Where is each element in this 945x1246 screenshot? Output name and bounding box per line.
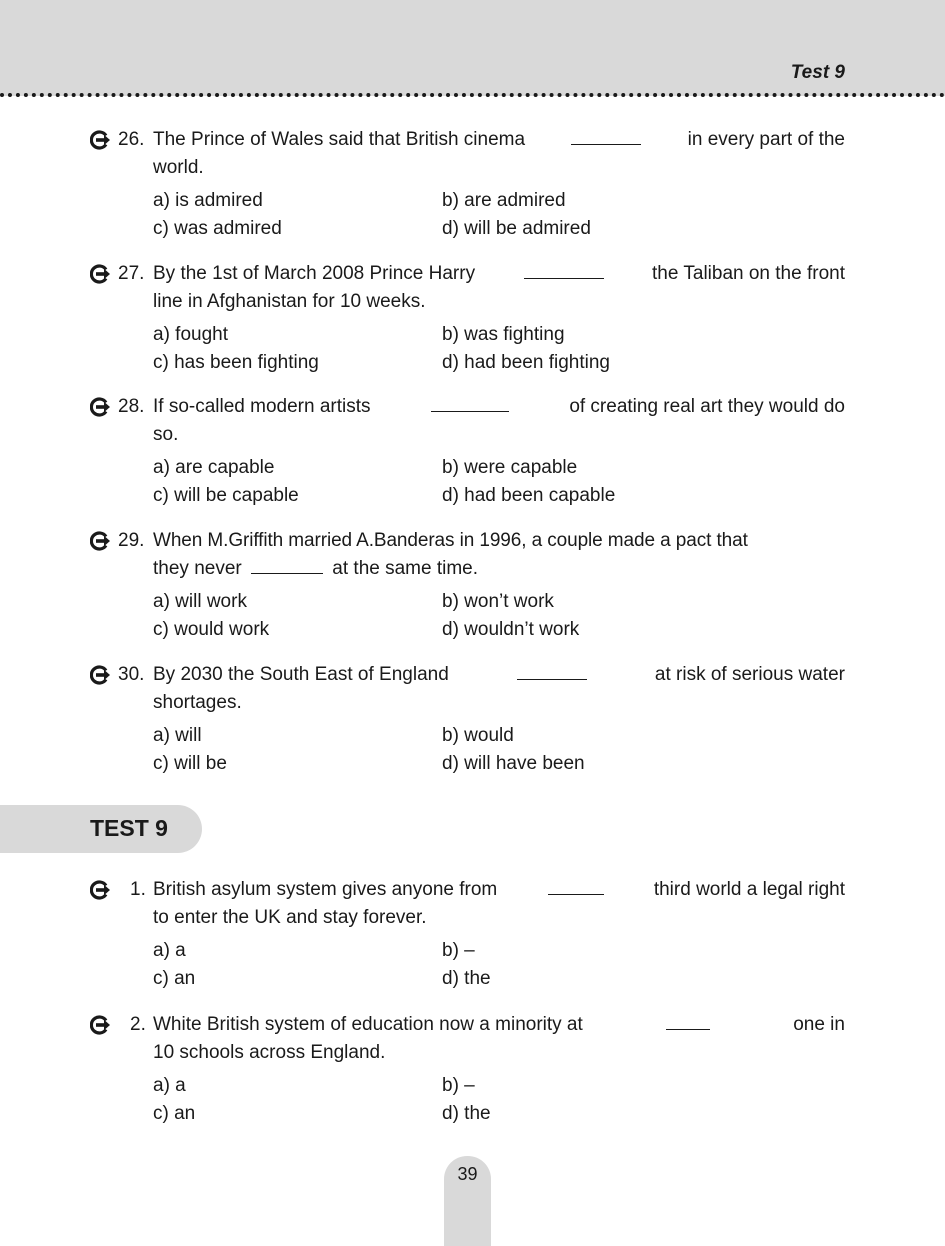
arrow-circle-icon <box>90 264 110 284</box>
option-a[interactable]: a) fought <box>153 324 228 345</box>
option-b[interactable]: b) – <box>442 1075 475 1096</box>
question-27 <box>90 260 845 373</box>
question-text: at risk of serious water <box>654 664 845 685</box>
question-text: third world a legal right <box>653 879 845 900</box>
question-text: they never <box>153 558 242 579</box>
option-b[interactable]: b) won’t work <box>442 591 554 612</box>
option-a[interactable]: a) a <box>153 1075 186 1096</box>
answer-blank <box>548 876 604 895</box>
question-number: 29. <box>118 530 145 551</box>
question-number: 28. <box>118 396 145 417</box>
question-26 <box>90 126 845 239</box>
question-line <box>90 260 845 288</box>
option-a[interactable]: a) are capable <box>153 457 275 478</box>
option-d[interactable]: d) had been fighting <box>442 352 610 373</box>
question-text: one in <box>793 1014 845 1035</box>
question-text: of creating real art they would do <box>569 396 845 417</box>
question-text: 10 schools across England. <box>153 1042 386 1063</box>
option-b[interactable]: b) was fighting <box>442 324 565 345</box>
arrow-circle-icon <box>90 880 110 900</box>
page-number: 39 <box>457 1164 478 1184</box>
arrow-circle-icon <box>90 1015 110 1035</box>
option-b[interactable]: b) would <box>442 725 514 746</box>
question-text: shortages. <box>153 692 242 713</box>
question-text: so. <box>153 424 179 445</box>
question-number: 1. <box>130 879 146 900</box>
option-c[interactable]: c) would work <box>153 619 270 640</box>
question-text: line in Afghanistan for 10 weeks. <box>153 291 426 312</box>
question-number: 26. <box>118 129 145 150</box>
answer-blank <box>431 393 509 412</box>
question-number: 27. <box>118 263 145 284</box>
option-d[interactable]: d) the <box>442 968 491 989</box>
question-text: at the same time. <box>332 558 479 579</box>
option-b[interactable]: b) are admired <box>442 190 566 211</box>
option-c[interactable]: c) will be <box>153 753 227 774</box>
option-d[interactable]: d) wouldn’t work <box>442 619 580 640</box>
arrow-circle-icon <box>90 397 110 417</box>
answer-blank <box>666 1011 710 1030</box>
question-text: the Taliban on the front <box>652 263 845 284</box>
question-line <box>90 527 845 555</box>
option-d[interactable]: d) will be admired <box>442 218 591 239</box>
question-text: If so-called modern artists <box>153 396 371 417</box>
arrow-circle-icon <box>90 130 110 150</box>
option-c[interactable]: c) will be capable <box>153 485 299 506</box>
question-line <box>90 661 845 689</box>
question-text: world. <box>153 157 204 178</box>
option-c[interactable]: c) was admired <box>153 218 282 239</box>
option-a[interactable]: a) will work <box>153 591 247 612</box>
question-text: By the 1st of March 2008 Prince Harry <box>153 263 476 284</box>
option-d[interactable]: d) will have been <box>442 753 585 774</box>
arrow-circle-icon <box>90 665 110 685</box>
option-d[interactable]: d) the <box>442 1103 491 1124</box>
question-text: British asylum system gives anyone from <box>153 879 498 900</box>
arrow-circle-icon <box>90 531 110 551</box>
question-text: White British system of education now a minority at <box>153 1014 583 1035</box>
test-question-2 <box>90 1011 845 1124</box>
answer-blank <box>251 555 323 574</box>
question-number: 30. <box>118 664 145 685</box>
option-c[interactable]: c) an <box>153 1103 196 1124</box>
question-number: 2. <box>130 1014 146 1035</box>
option-a[interactable]: a) is admired <box>153 190 263 211</box>
option-b[interactable]: b) were capable <box>442 457 578 478</box>
running-header-title: Test 9 <box>790 62 845 83</box>
question-30 <box>90 661 845 774</box>
answer-blank <box>517 661 587 680</box>
question-text: to enter the UK and stay forever. <box>153 907 427 928</box>
option-b[interactable]: b) – <box>442 940 475 961</box>
question-text: By 2030 the South East of England <box>153 664 449 685</box>
section-title: TEST 9 <box>90 815 168 841</box>
question-text: The Prince of Wales said that British cinema <box>153 129 526 150</box>
answer-blank <box>524 260 604 279</box>
option-c[interactable]: c) an <box>153 968 196 989</box>
option-d[interactable]: d) had been capable <box>442 485 616 506</box>
header-dotted-divider <box>0 93 945 97</box>
question-line <box>90 876 845 904</box>
question-line <box>90 1011 845 1039</box>
question-line <box>90 126 845 154</box>
question-text: in every part of the <box>687 129 845 150</box>
option-a[interactable]: a) will <box>153 725 202 746</box>
question-text: When M.Griffith married A.Banderas in 1996, a couple made a pact that <box>153 530 748 551</box>
question-28 <box>90 393 845 506</box>
answer-blank <box>571 126 641 145</box>
question-29 <box>90 527 845 640</box>
question-line <box>90 393 845 421</box>
option-a[interactable]: a) a <box>153 940 186 961</box>
option-c[interactable]: c) has been fighting <box>153 352 319 373</box>
test-question-1 <box>90 876 845 989</box>
